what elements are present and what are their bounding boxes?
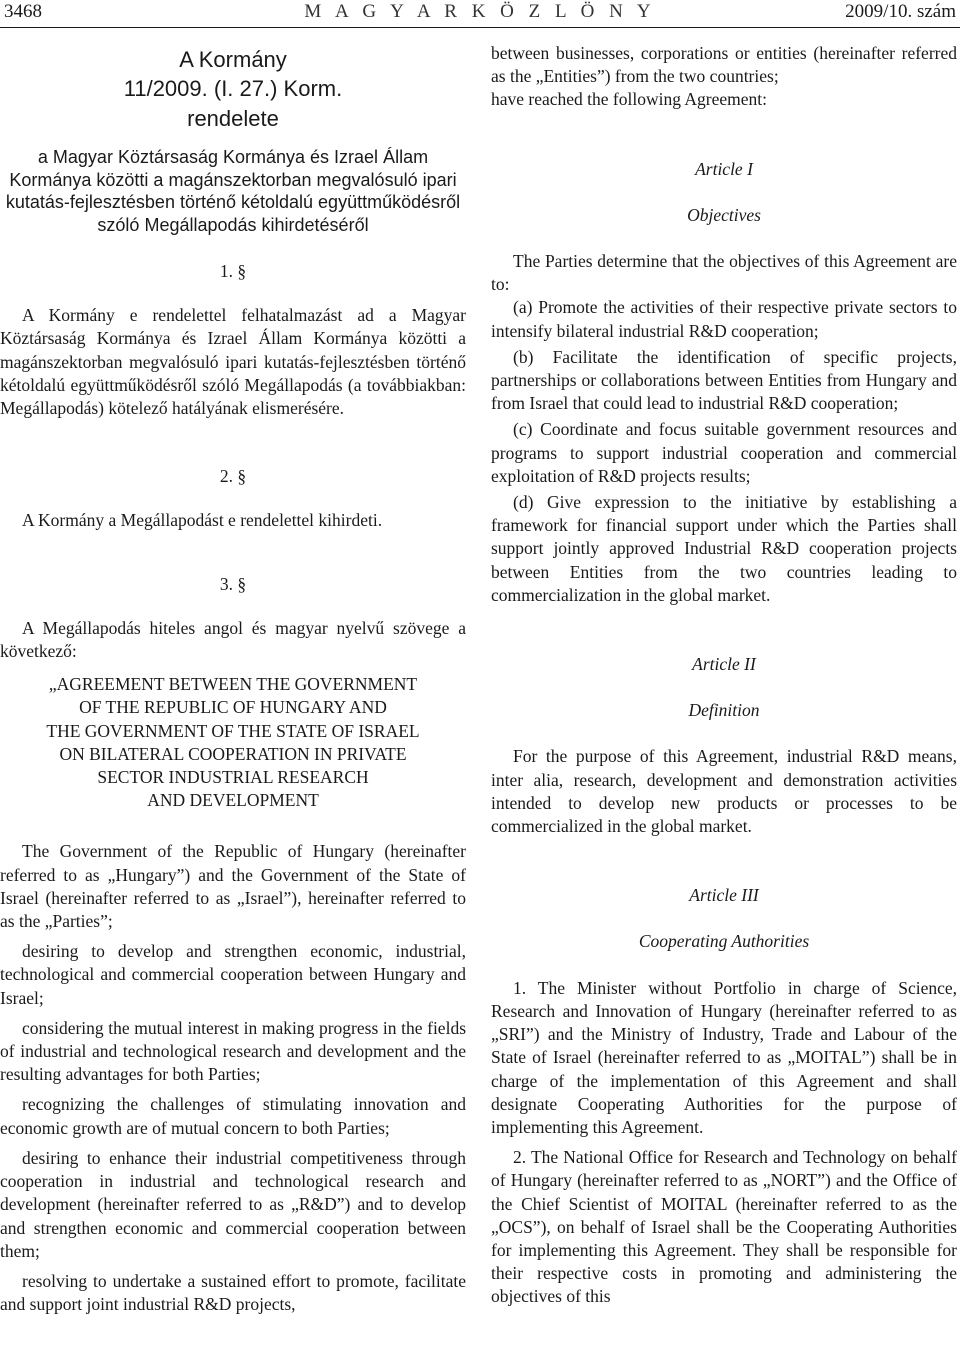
- preamble-paragraph: The Government of the Republic of Hungary (hereinafter referred to as „Hungary”) and the Government of the State of Israel (hereinafter referred to as „Israel”), hereinafter referred to as the „Parties”;: [0, 841, 466, 932]
- section-3-heading: 3. §: [219, 573, 247, 594]
- preamble-paragraph: considering the mutual interest in making progress in the fields of industrial and technological research and development and the resulting advantages for both Parties;: [0, 1017, 466, 1085]
- left-column: [0, 42, 466, 1316]
- agreement-title-line: SECTOR INDUSTRIAL RESEARCH: [97, 767, 369, 788]
- section-1-text: A Kormány e rendelettel felhatalmazást ad a Magyar Köztársaság Kormánya és Izrael Állam Kormánya közötti a magánszektorban megvalósuló ipari kutatás-fejlesztésben történő kétoldalú együttműködésről szóló Megállapodás (a továbbiakban: Megállapodás) kötelező hatályának elismerésére.: [0, 305, 466, 419]
- agreement-title: [0, 673, 466, 812]
- article-1-heading: Article I: [695, 158, 753, 179]
- article-1-item: (d) Give expression to the initiative by establishing a framework for financial support under which the Parties shall support jointly approved Industrial R&D cooperation projects between Entities from the two countries leading to commercialization in the global market.: [491, 492, 957, 605]
- agreement-title-line: OF THE REPUBLIC OF HUNGARY AND: [79, 697, 387, 718]
- header-rule: [0, 27, 960, 28]
- issue-number: 2009/10. szám: [845, 1, 956, 22]
- article-3-paragraph-1: 1. The Minister without Portfolio in charge of Science, Research and Innovation of Hungary (hereinafter referred to as „SRI”) and the Ministry of Industry, Trade and Labour of the State of Israel (hereinafter referred to as „MOITAL”) shall be in charge of the implementation of this Agreement and shall designate Cooperating Authorities for the purpose of implementing this Agreement.: [491, 977, 957, 1137]
- page-header: [0, 0, 960, 24]
- decree-subject: a Magyar Köztársaság Kormánya és Izrael Állam Kormánya közötti a magánszektorban megvalósuló ipari kutatás-fejlesztésben történő kétoldalú együttműködésről szóló Megállapodás kihirdetéséről: [5, 147, 461, 235]
- page-number: 3468: [4, 1, 42, 22]
- agreement-title-line: THE GOVERNMENT OF THE STATE OF ISRAEL: [46, 720, 420, 741]
- agreement-title-line: ON BILATERAL COOPERATION IN PRIVATE: [59, 743, 407, 764]
- preamble-closing: have reached the following Agreement:: [491, 89, 768, 110]
- article-1-item: (c) Coordinate and focus suitable government resources and programs to support industrial cooperation and commercial exploitation of R&D projects results;: [491, 419, 957, 486]
- preamble-paragraph: desiring to develop and strengthen economic, industrial, technological and commercial cooperation between Hungary and Israel;: [0, 941, 466, 1008]
- preamble-paragraph: resolving to undertake a sustained effort to promote, facilitate and support joint industrial R&D projects,: [0, 1270, 466, 1315]
- section-3-text: A Megállapodás hiteles angol és magyar nyelvű szövege a következő:: [0, 617, 466, 662]
- preamble-paragraph: recognizing the challenges of stimulating innovation and economic growth are of mutual concern to both Parties;: [0, 1094, 466, 1138]
- article-1-item: (a) Promote the activities of their respective private sectors to intensify bilateral industrial R&D cooperation;: [491, 297, 957, 341]
- government-heading: A Kormány: [179, 47, 287, 72]
- article-1-title: Objectives: [687, 204, 761, 225]
- article-3-heading: Article III: [689, 885, 759, 906]
- section-2-text: A Kormány a Megállapodást e rendelettel kihirdeti.: [22, 510, 383, 531]
- preamble-continuation: between businesses, corporations or entities (hereinafter referred as the „Entities”) from the two countries;: [491, 43, 957, 87]
- agreement-title-line: AND DEVELOPMENT: [147, 790, 319, 811]
- journal-title: M A G Y A R K Ö Z L Ö N Y: [304, 1, 656, 22]
- agreement-title-line: „AGREEMENT BETWEEN THE GOVERNMENT: [48, 674, 418, 695]
- article-1-item: (b) Facilitate the identification of specific projects, partnerships or collaborations between Entities from Hungary and from Israel that could lead to industrial R&D cooperation;: [491, 346, 957, 414]
- decree-number: 11/2009. (I. 27.) Korm.: [123, 76, 343, 101]
- decree-word: rendelete: [187, 106, 279, 131]
- article-1-intro: The Parties determine that the objectives of this Agreement are to:: [491, 251, 957, 295]
- article-2-heading: Article II: [692, 654, 756, 675]
- article-2-title: Definition: [688, 700, 760, 721]
- article-2-text: For the purpose of this Agreement, industrial R&D means, inter alia, research, development and demonstration activities intended to develop new products or processes to be commercialized in the global market.: [491, 746, 957, 837]
- preamble-paragraph: desiring to enhance their industrial competitiveness through cooperation in industrial and technological research and development (hereinafter referred to as „R&D”) and to develop and strengthen economic and commercial cooperation between them;: [0, 1147, 466, 1261]
- article-3-paragraph-2: 2. The National Office for Research and Technology on behalf of Hungary (hereinafter referred to as „NORT”) and the Office of the Chief Scientist of MOITAL (hereinafter referred to as the „OCS”), on behalf of Israel shall be the Cooperating Authorities for implementing this Agreement. They shall be responsible for their respective costs in promoting and administering the objectives of this: [491, 1147, 957, 1307]
- right-column: [491, 42, 957, 1309]
- article-3-title: Cooperating Authorities: [638, 931, 810, 952]
- section-1-heading: 1. §: [219, 261, 247, 281]
- section-2-heading: 2. §: [219, 466, 247, 487]
